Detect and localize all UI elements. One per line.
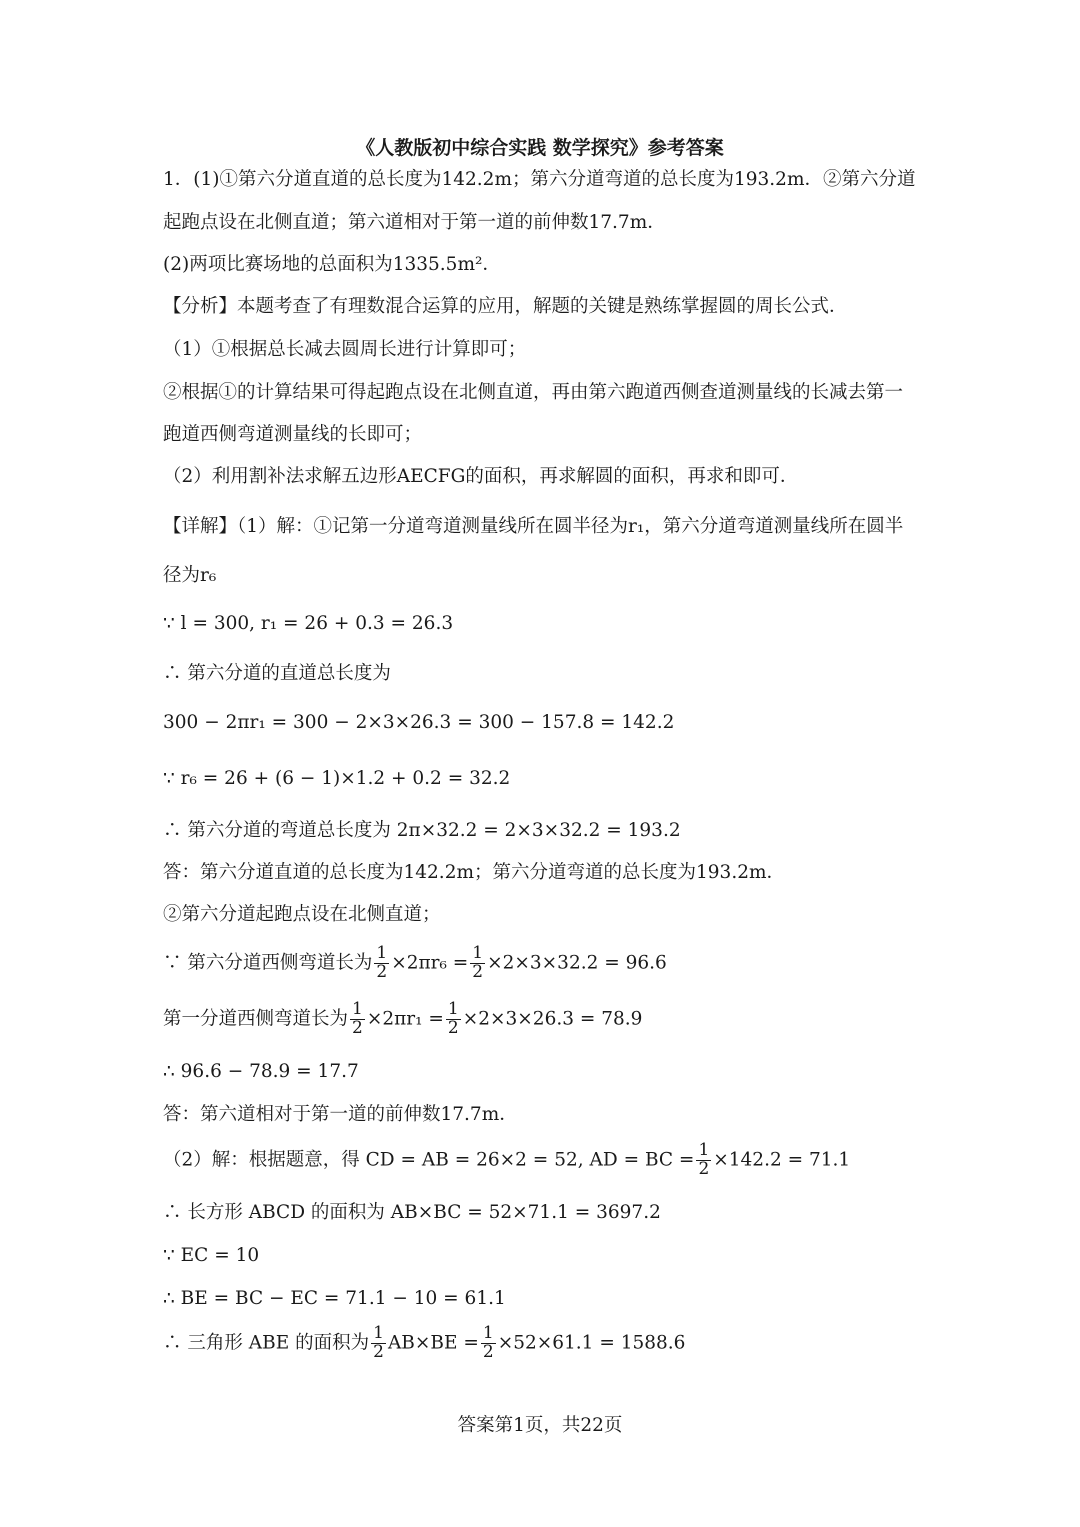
detail-line-5: 300 − 2πr₁ = 300 − 2×3×26.3 = 300 − 157.8 = 142.2: [163, 712, 675, 733]
fraction-half: [696, 1142, 711, 1179]
detail-line-1: 【详解】（1）解：①记第一分道弯道测量线所在圆半径为r₁，第六分道弯道测量线所在圆半: [163, 516, 904, 537]
analysis-line-3: ②根据①的计算结果可得起跑点设在北侧直道，再由第六跑道西侧查道测量线的长减去第一: [163, 382, 904, 403]
fraction-numerator: 1: [472, 943, 484, 963]
text-segment: 第一分道西侧弯道长为: [163, 1008, 349, 1030]
detail-line-14: [163, 1142, 850, 1179]
fraction-half: [470, 945, 485, 982]
text-segment: ∵ 第六分道西侧弯道长为: [163, 952, 373, 974]
fraction-half: [371, 1325, 386, 1362]
fraction-denominator: 2: [373, 1341, 384, 1362]
detail-line-9: ②第六分道起跑点设在北侧直道；: [163, 904, 441, 925]
fraction-half: [350, 1001, 365, 1038]
text-segment: ×2πr₁ =: [366, 1008, 444, 1030]
analysis-line-1: 【分析】本题考查了有理数混合运算的应用，解题的关键是熟练掌握圆的周长公式．: [163, 296, 848, 317]
fraction-denominator: 2: [698, 1158, 710, 1179]
fraction-denominator: 2: [376, 961, 388, 982]
fraction-half: [481, 1325, 496, 1362]
text-segment: AB×BE =: [387, 1332, 479, 1354]
fraction-denominator: 2: [472, 961, 484, 982]
analysis-line-2: （1）①根据总长减去圆周长进行计算即可；: [163, 339, 527, 360]
text-segment: ×2×3×26.3 = 78.9: [462, 1008, 643, 1030]
detail-line-18: [163, 1325, 685, 1362]
text-segment: ∴ 三角形 ABE 的面积为: [163, 1332, 370, 1354]
detail-line-4: ∴ 第六分道的直道总长度为: [163, 663, 391, 684]
detail-line-2: 径为r₆: [163, 565, 217, 586]
fraction-numerator: 1: [352, 999, 363, 1019]
detail-line-6: ∵ r₆ = 26 + (6 − 1)×1.2 + 0.2 = 32.2: [163, 768, 511, 789]
detail-line-12: ∴ 96.6 − 78.9 = 17.7: [163, 1061, 359, 1082]
detail-line-10: [163, 945, 667, 982]
text-segment: ×52×61.1 = 1588.6: [497, 1332, 686, 1354]
text-segment: ×2×3×32.2 = 96.6: [487, 952, 667, 974]
answer-line-3: (2)两项比赛场地的总面积为1335.5m²．: [163, 254, 501, 275]
fraction-numerator: 1: [373, 1323, 384, 1343]
detail-line-16: ∵ EC = 10: [163, 1245, 260, 1266]
analysis-line-5: （2）利用割补法求解五边形AECFG的面积，再求解圆的面积，再求和即可．: [163, 466, 799, 487]
text-segment: ×2πr₆ =: [391, 952, 469, 974]
detail-line-7: ∴ 第六分道的弯道总长度为 2π×32.2 = 2×3×32.2 = 193.2: [163, 820, 681, 841]
page-footer: 答案第1页，共22页: [457, 1415, 623, 1436]
text-segment: ×142.2 = 71.1: [713, 1149, 851, 1171]
detail-line-8: 答：第六分道直道的总长度为142.2m；第六分道弯道的总长度为193.2m．: [163, 862, 786, 883]
fraction-denominator: 2: [447, 1017, 459, 1038]
detail-line-15: ∴ 长方形 ABCD 的面积为 AB×BC = 52×71.1 = 3697.2: [163, 1202, 661, 1223]
fraction-denominator: 2: [482, 1341, 494, 1362]
detail-line-11: [163, 1001, 642, 1038]
fraction-numerator: 1: [376, 943, 388, 963]
detail-line-17: ∴ BE = BC − EC = 71.1 − 10 = 61.1: [163, 1288, 506, 1309]
fraction-denominator: 2: [352, 1017, 363, 1038]
fraction-numerator: 1: [482, 1323, 494, 1343]
fraction-numerator: 1: [447, 999, 459, 1019]
fraction-numerator: 1: [698, 1140, 710, 1160]
text-segment: （2）解：根据题意，得 CD = AB = 26×2 = 52, AD = BC =: [163, 1149, 695, 1171]
answer-line-1: 1．(1)①第六分道直道的总长度为142.2m；第六分道弯道的总长度为193.2m．②第六分道: [163, 169, 916, 190]
fraction-half: [374, 945, 389, 982]
answer-line-2: 起跑点设在北侧直道；第六道相对于第一道的前伸数17.7m．: [163, 212, 666, 233]
fraction-half: [446, 1001, 461, 1038]
detail-line-3: ∵ l = 300, r₁ = 26 + 0.3 = 26.3: [163, 613, 454, 634]
detail-line-13: 答：第六道相对于第一道的前伸数17.7m．: [163, 1104, 518, 1125]
analysis-line-4: 跑道西侧弯道测量线的长即可；: [163, 424, 423, 445]
page-title: 《人教版初中综合实践 数学探究》参考答案: [356, 137, 724, 159]
